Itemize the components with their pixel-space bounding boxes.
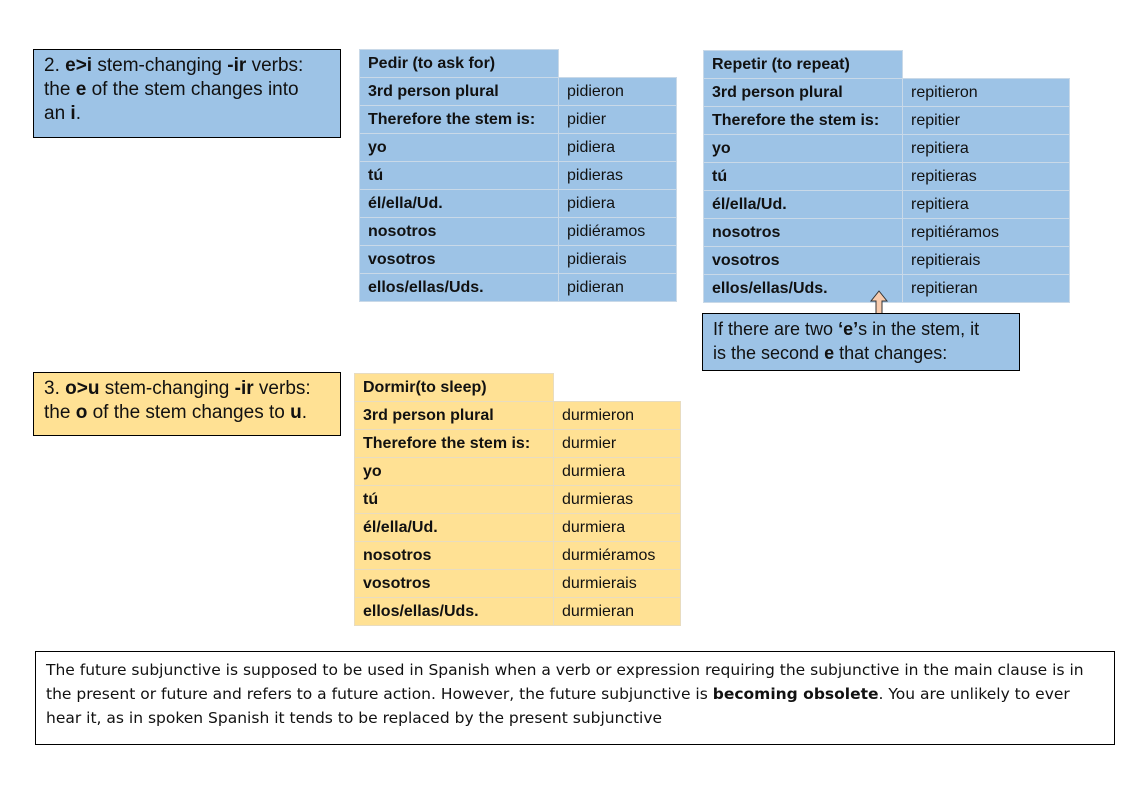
row-label: 3rd person plural: [360, 78, 559, 106]
table-row: [355, 402, 681, 430]
table-row: [355, 514, 681, 542]
section-2-letter-from: e: [75, 79, 87, 100]
section-3-line2a: the: [44, 402, 71, 423]
row-value: durmieras: [554, 486, 681, 514]
pedir-table: [359, 49, 677, 302]
row-value: pidiera: [559, 134, 677, 162]
table-row: [355, 570, 681, 598]
row-label: nosotros: [355, 542, 554, 570]
row-value: pidieras: [559, 162, 677, 190]
section-3-mid: stem-changing: [104, 378, 230, 399]
future-subjunctive-note: [35, 651, 1115, 745]
callout-line2a: is the second: [713, 343, 820, 363]
section-3-verbs: verbs:: [258, 378, 311, 399]
row-value: repitier: [903, 107, 1070, 135]
table-row: [704, 79, 1070, 107]
callout-box: [702, 313, 1020, 371]
row-label: 3rd person plural: [355, 402, 554, 430]
row-value: pidierais: [559, 246, 677, 274]
row-label: tú: [704, 163, 903, 191]
row-label: él/ella/Ud.: [704, 191, 903, 219]
table-row: [355, 598, 681, 626]
row-value: pidiera: [559, 190, 677, 218]
row-value: repitieras: [903, 163, 1070, 191]
note-part1: The future subjunctive is supposed to be used in Spanish when a verb or expression requiring the subjunctive in the main clause is in the present or future and refers to a future action. However, the future subjunctive is: [46, 661, 1084, 703]
dormir-title: Dormir(to sleep): [355, 374, 554, 402]
section-2-ending: -ir: [227, 55, 247, 76]
table-row: [355, 542, 681, 570]
section-2-verbs: verbs:: [251, 55, 304, 76]
table-row: [360, 190, 677, 218]
row-value: pidieron: [559, 78, 677, 106]
table-row: [704, 107, 1070, 135]
table-row: [704, 219, 1070, 247]
section-2-mid: stem-changing: [97, 55, 222, 76]
row-label: nosotros: [360, 218, 559, 246]
row-value: durmieron: [554, 402, 681, 430]
repetir-table: [703, 50, 1070, 303]
repetir-title: Repetir (to repeat): [704, 51, 903, 79]
section-3-line2c: .: [301, 402, 307, 423]
section-3-letter-to: u: [290, 402, 302, 423]
table-row: [355, 486, 681, 514]
row-label: yo: [355, 458, 554, 486]
table-row: [360, 274, 677, 302]
section-3-number: 3.: [44, 378, 60, 399]
row-label: 3rd person plural: [704, 79, 903, 107]
section-3-ending: -ir: [234, 378, 254, 399]
row-value: pidiéramos: [559, 218, 677, 246]
row-value: repitiera: [903, 135, 1070, 163]
row-value: durmier: [554, 430, 681, 458]
table-row: [360, 106, 677, 134]
row-label: ellos/ellas/Uds.: [355, 598, 554, 626]
note-bold: becoming obsolete: [712, 685, 879, 703]
row-label: ellos/ellas/Uds.: [360, 274, 559, 302]
table-row: [360, 134, 677, 162]
row-value: repitierais: [903, 247, 1070, 275]
row-value: durmieran: [554, 598, 681, 626]
dormir-table: [354, 373, 681, 626]
row-value: pidieran: [559, 274, 677, 302]
row-label: Therefore the stem is:: [704, 107, 903, 135]
row-label: Therefore the stem is:: [355, 430, 554, 458]
row-value: durmiera: [554, 458, 681, 486]
row-value: repitiéramos: [903, 219, 1070, 247]
table-row: [704, 163, 1070, 191]
table-row: [360, 162, 677, 190]
section-3-letter-from: o: [75, 402, 88, 423]
table-row: [704, 247, 1070, 275]
section-2-line3a: an: [44, 103, 66, 124]
row-label: yo: [360, 134, 559, 162]
row-label: vosotros: [704, 247, 903, 275]
row-label: vosotros: [360, 246, 559, 274]
section-2-number: 2.: [44, 55, 60, 76]
section-2-letter-to: i: [70, 103, 76, 124]
row-value: durmiera: [554, 514, 681, 542]
row-label: tú: [355, 486, 554, 514]
row-label: yo: [704, 135, 903, 163]
section-2-rule-box: [33, 49, 341, 138]
table-row: [355, 430, 681, 458]
row-label: Therefore the stem is:: [360, 106, 559, 134]
row-label: ellos/ellas/Uds.: [704, 275, 903, 303]
callout-quoted: ‘e’: [838, 319, 859, 339]
row-value: repitieran: [903, 275, 1070, 303]
callout-letter: e: [824, 343, 835, 363]
table-row: [704, 135, 1070, 163]
row-label: nosotros: [704, 219, 903, 247]
callout-line1b: s in the stem, it: [858, 319, 980, 339]
section-2-line2b: of the stem changes into: [91, 79, 299, 100]
row-value: repitieron: [903, 79, 1070, 107]
row-value: durmierais: [554, 570, 681, 598]
repetir-title-row: [704, 51, 1070, 79]
row-label: vosotros: [355, 570, 554, 598]
section-2-line3b: .: [75, 103, 81, 124]
table-row: [355, 458, 681, 486]
section-2-line2a: the: [44, 79, 71, 100]
row-label: tú: [360, 162, 559, 190]
pedir-title-row: [360, 50, 677, 78]
section-2-rule: e>i: [65, 55, 93, 76]
row-value: pidier: [559, 106, 677, 134]
dormir-title-row: [355, 374, 681, 402]
row-value: repitiera: [903, 191, 1070, 219]
table-row: [360, 246, 677, 274]
section-3-line2b: of the stem changes to: [92, 402, 285, 423]
pedir-title: Pedir (to ask for): [360, 50, 559, 78]
table-row: [704, 191, 1070, 219]
row-label: él/ella/Ud.: [355, 514, 554, 542]
row-label: él/ella/Ud.: [360, 190, 559, 218]
note-part2: . You are unlikely to ever hear it, as in spoken Spanish it tends to be replaced by the present subjunctive: [46, 685, 1070, 727]
section-3-rule: o>u: [65, 378, 100, 399]
callout-line2b: that changes:: [839, 343, 948, 363]
row-value: durmiéramos: [554, 542, 681, 570]
callout-line1a: If there are two: [713, 319, 834, 339]
table-row: [360, 78, 677, 106]
section-3-rule-box: [33, 372, 341, 436]
table-row: [360, 218, 677, 246]
